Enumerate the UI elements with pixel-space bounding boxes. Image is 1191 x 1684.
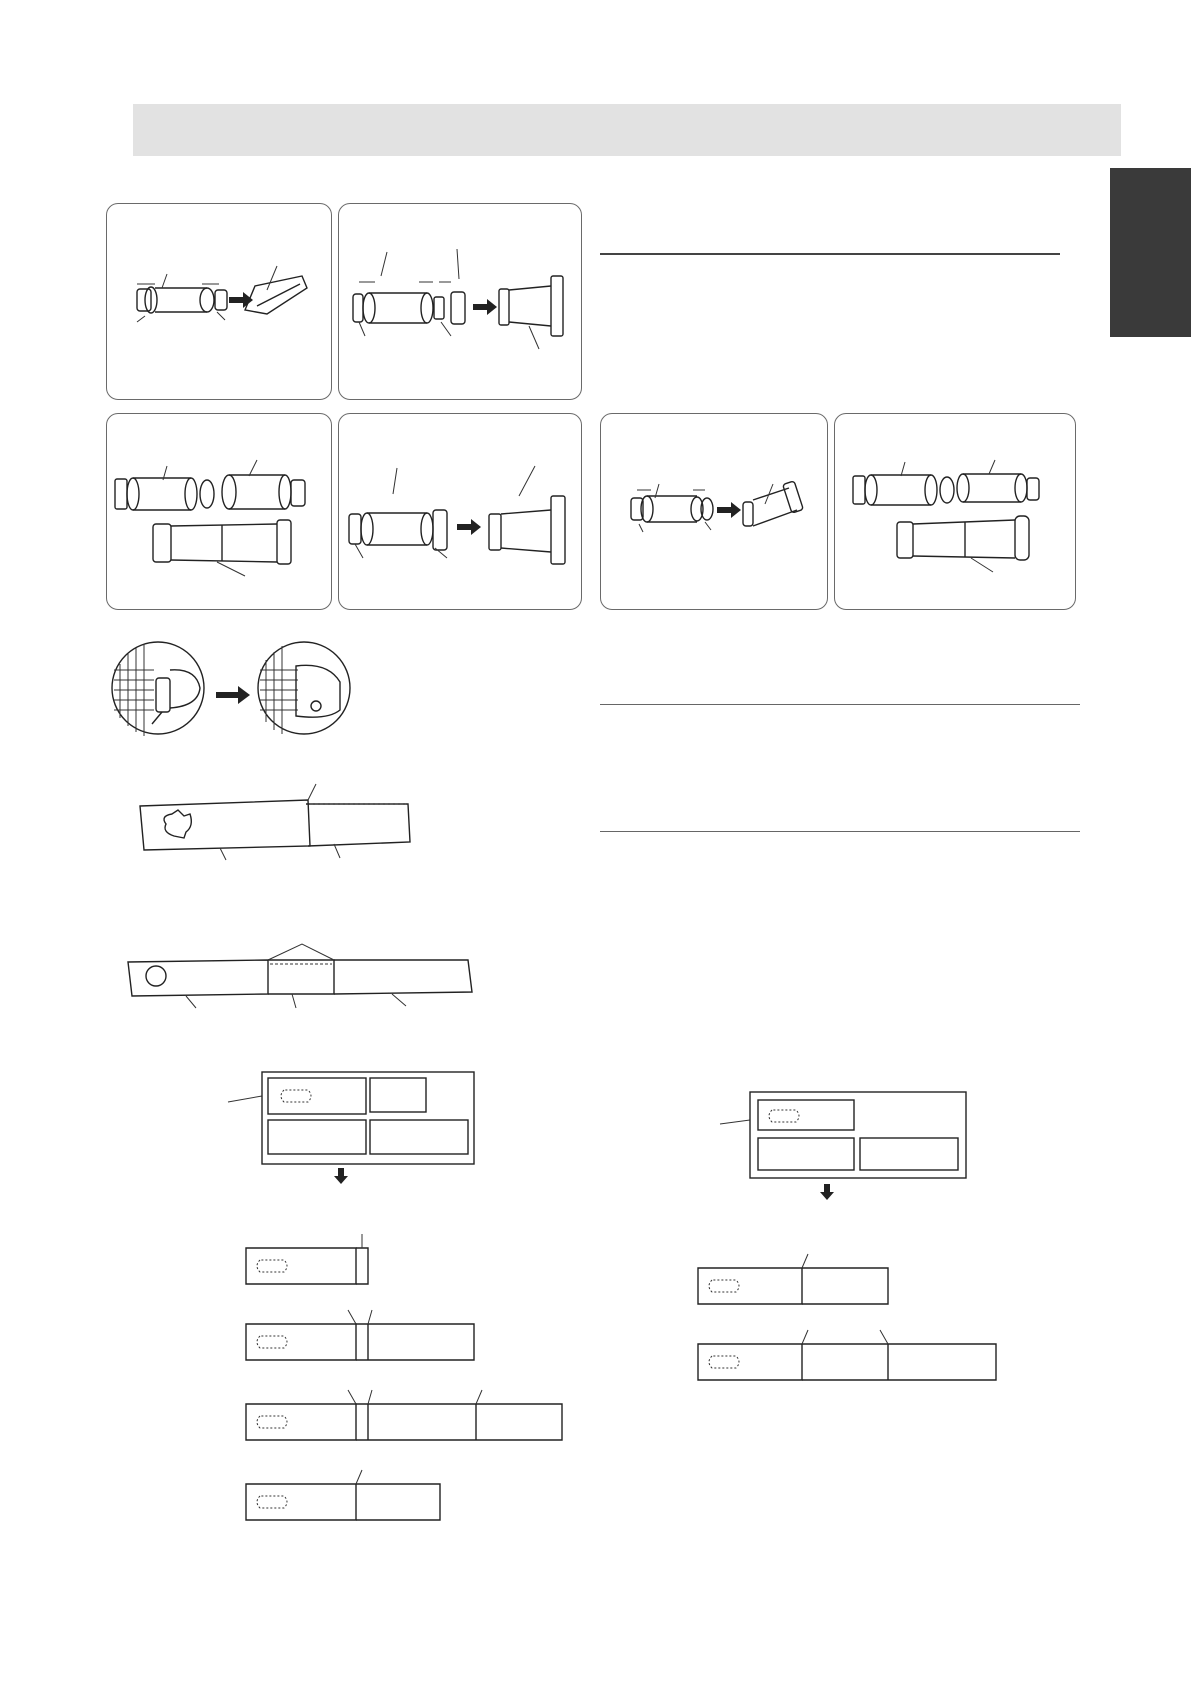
hose-assembly-diagram-4 [339,414,581,609]
hose-assembly-diagram-3 [107,414,331,609]
slider-kit-b [716,1088,976,1208]
window-slider-three-piece [126,942,476,1012]
hose-assembly-panel-2 [338,203,582,400]
window-bracket-icon [108,640,388,740]
hose-assembly-diagram-5 [601,414,827,609]
slider-kit-a [222,1068,482,1188]
slider-kit-a-configurations [244,1228,564,1548]
hose-assembly-panel-3 [106,413,332,610]
section-rule [600,253,1060,255]
hose-assembly-diagram-2 [339,204,581,399]
section-rule [600,831,1080,832]
window-slider-two-piece [138,780,418,860]
hose-assembly-diagram-1 [107,204,331,399]
section-header-bar [133,104,1121,156]
hose-assembly-panel-1 [106,203,332,400]
slider-kit-b-configurations [696,1248,1006,1388]
hose-assembly-panel-5 [600,413,828,610]
section-rule [600,704,1080,705]
chapter-side-tab [1110,168,1191,337]
hose-assembly-diagram-6 [835,414,1075,609]
hose-assembly-panel-6 [834,413,1076,610]
hose-assembly-panel-4 [338,413,582,610]
